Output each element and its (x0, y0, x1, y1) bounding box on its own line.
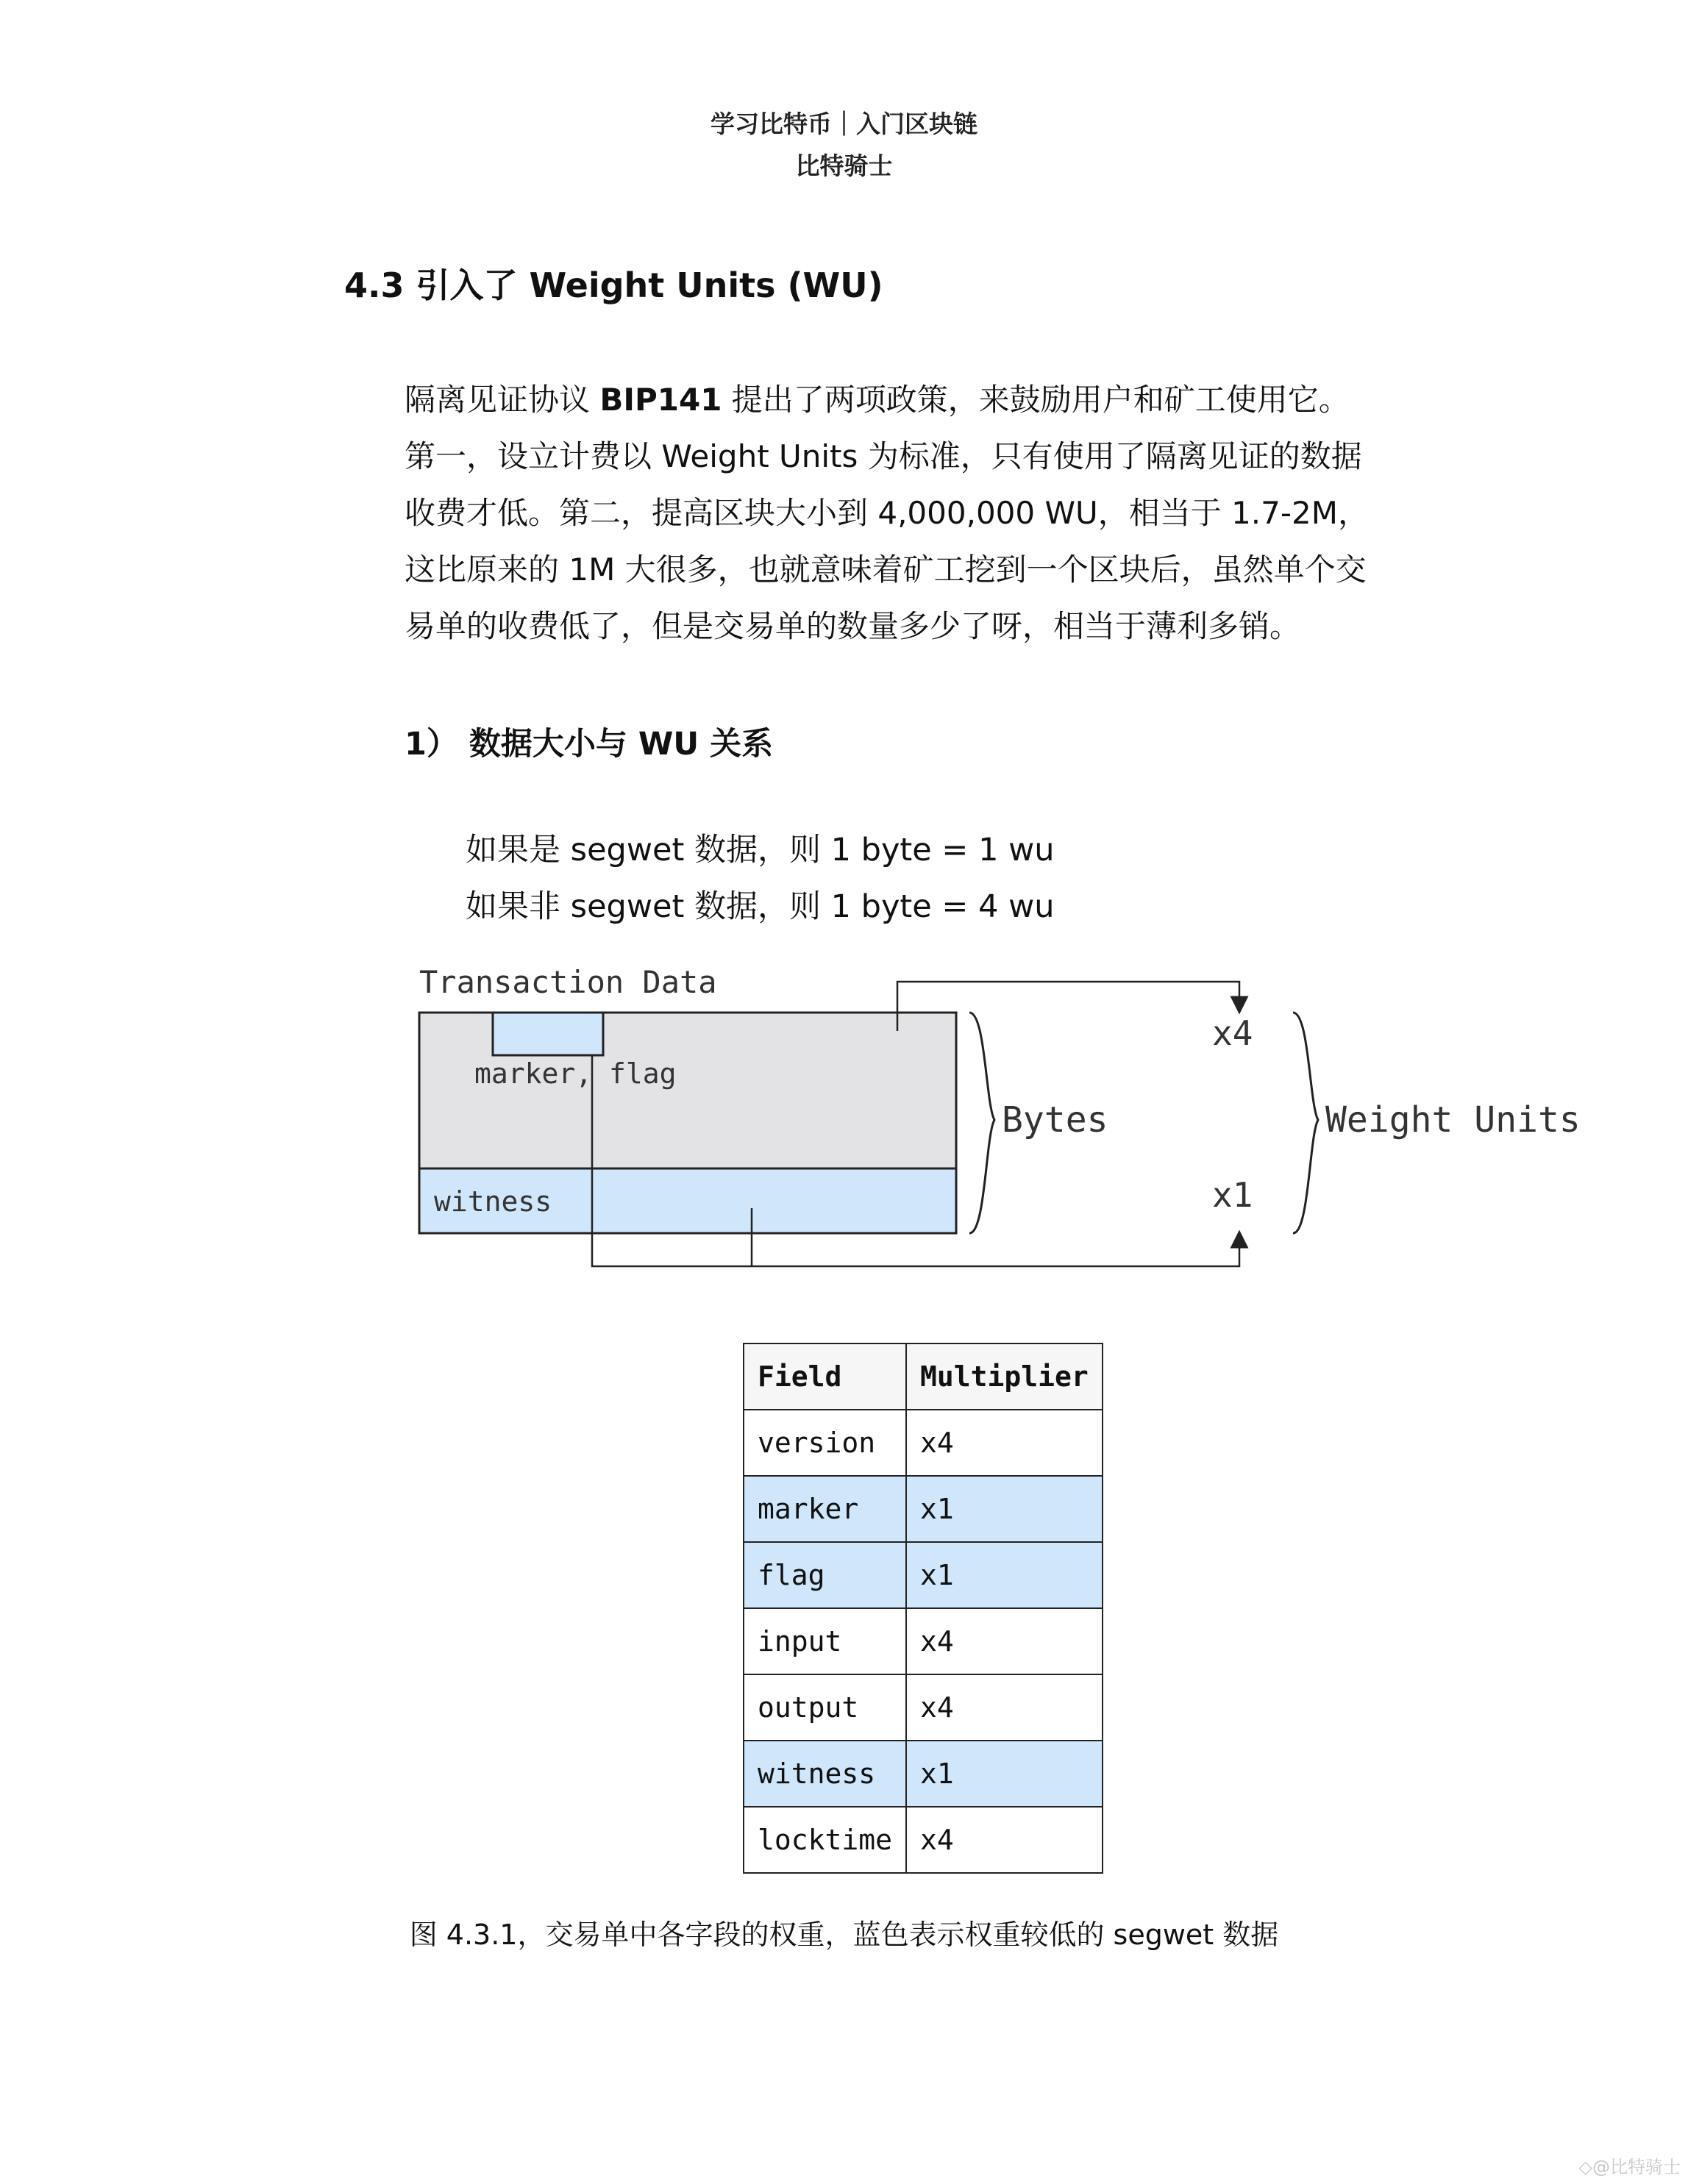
field-cell: output (744, 1674, 906, 1741)
multiplier-cell: x4 (906, 1674, 1103, 1741)
paragraph-line-5: 易单的收费低了，但是交易单的数量多少了呀，相当于薄利多销。 (405, 608, 1301, 644)
table-row (744, 1608, 1103, 1674)
rule-segwit: 如果是 segwet 数据，则 1 byte = 1 wu (466, 832, 1055, 868)
weight-units-brace (1293, 1013, 1318, 1233)
bip141-term: BIP141 (599, 382, 722, 418)
field-cell: witness (744, 1741, 906, 1807)
diagram-title: Transaction Data (419, 964, 717, 1000)
weight-units-label: Weight Units (1325, 1099, 1581, 1141)
table-row (744, 1542, 1103, 1608)
paragraph-line-3: 收费才低。第二，提高区块大小到 4,000,000 WU，相当于 1.7-2M， (405, 495, 1369, 531)
paragraph-line-2: 第一，设立计费以 Weight Units 为标准，只有使用了隔离见证的数据 (405, 438, 1362, 474)
header-multiplier: Multiplier (906, 1343, 1103, 1410)
multiplier-cell: x1 (906, 1741, 1103, 1807)
table-row (744, 1807, 1103, 1873)
paragraph-line-4: 这比原来的 1M 大很多，也就意味着矿工挖到一个区块后，虽然单个交 (405, 552, 1367, 588)
bytes-label: Bytes (1002, 1099, 1108, 1141)
section-title: 4.3 引入了 Weight Units (WU) (344, 265, 883, 305)
weight-units-diagram (397, 952, 1589, 1283)
header-author: 比特骑士 (795, 151, 893, 180)
paragraph-text: 提出了两项政策，来鼓励用户和矿工使用它。 (722, 382, 1350, 418)
multiplier-cell: x4 (906, 1807, 1103, 1873)
field-multiplier-table (743, 1343, 1103, 1874)
figure-caption: 图 4.3.1，交易单中各字段的权重，蓝色表示权重较低的 segwet 数据 (409, 1919, 1279, 1951)
field-cell: marker (744, 1476, 906, 1542)
multiplier-cell: x4 (906, 1410, 1103, 1476)
paragraph-line-1 (405, 371, 1478, 428)
subsection-heading: 1） 数据大小与 WU 关系 (405, 726, 774, 763)
watermark: ◇@比特骑士 (1578, 2157, 1681, 2177)
table-row (744, 1674, 1103, 1741)
multiplier-x1: x1 (1212, 1175, 1253, 1215)
witness-label: witness (434, 1185, 552, 1218)
rule-non-segwit: 如果非 segwet 数据，则 1 byte = 4 wu (466, 888, 1055, 925)
table-header-row (744, 1343, 1103, 1410)
marker-flag-label: marker, flag (474, 1057, 677, 1090)
multiplier-x4: x4 (1212, 1013, 1253, 1053)
intro-paragraph (405, 371, 1478, 654)
multiplier-cell: x1 (906, 1542, 1103, 1608)
bytes-brace (969, 1013, 994, 1233)
field-cell: version (744, 1410, 906, 1476)
paragraph-text: 隔离见证协议 (405, 382, 600, 418)
multiplier-cell: x1 (906, 1476, 1103, 1542)
header-field: Field (744, 1343, 906, 1410)
field-cell: input (744, 1608, 906, 1674)
header-title: 学习比特币｜入门区块链 (711, 110, 977, 138)
table-row (744, 1410, 1103, 1476)
field-cell: locktime (744, 1807, 906, 1873)
multiplier-cell: x4 (906, 1608, 1103, 1674)
table-row (744, 1476, 1103, 1542)
field-cell: flag (744, 1542, 906, 1608)
table-row (744, 1741, 1103, 1807)
marker-flag-block (493, 1013, 603, 1055)
